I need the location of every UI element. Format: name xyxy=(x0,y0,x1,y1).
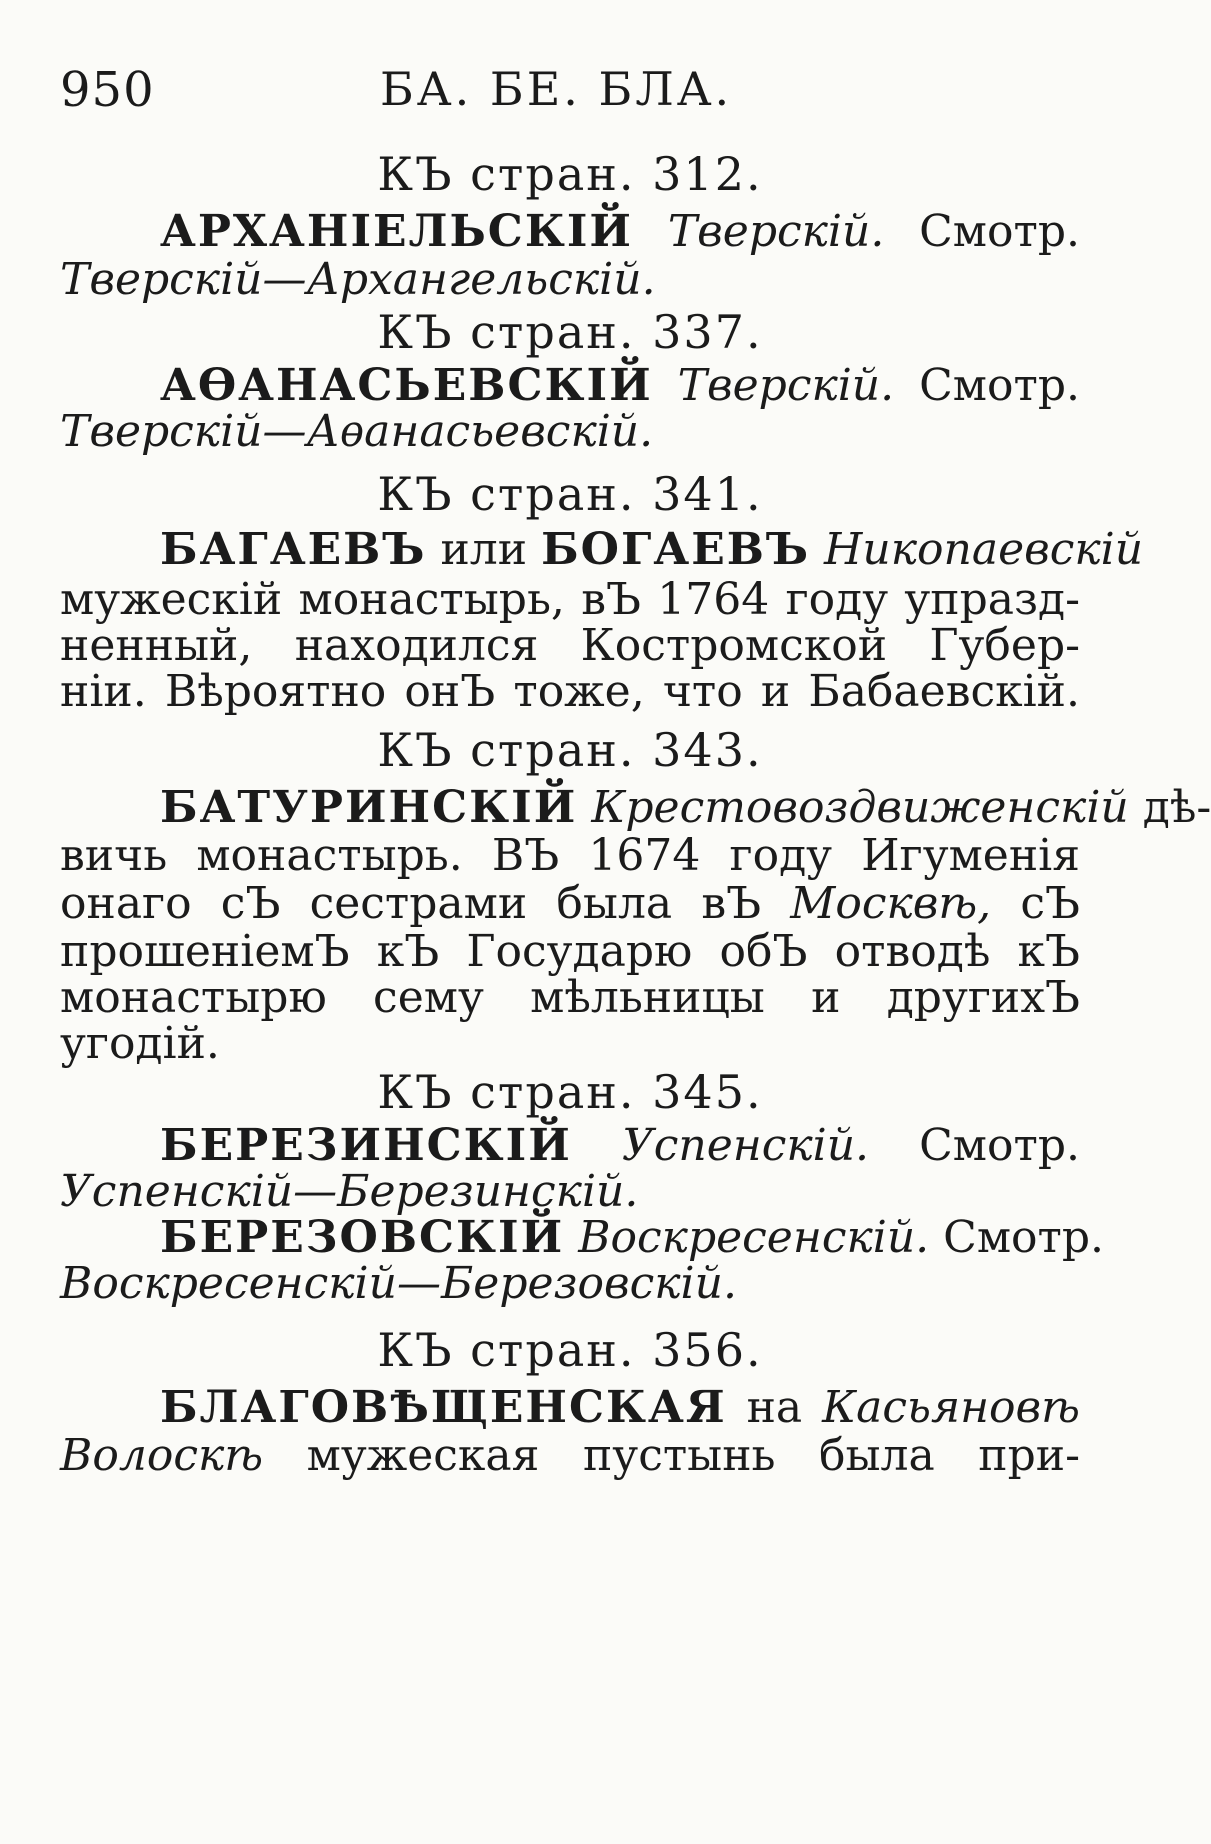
entry-headword: БАГАЕВЪ xyxy=(160,524,427,575)
entry-headword: АРХАНІЕЛЬСКІЙ xyxy=(160,206,634,257)
entry-text: дѣ- xyxy=(1142,782,1211,833)
cross-reference: Воскресенскій—Березовскій. xyxy=(60,1258,737,1309)
entry-italic-term: Крестовоздвиженскій xyxy=(591,782,1129,833)
entry-line xyxy=(60,1382,1080,1434)
entry-italic-term: Воскресенскій. xyxy=(578,1212,930,1263)
entry-line xyxy=(60,1120,1080,1172)
section-reference: КЪ стран. 356. xyxy=(377,1323,763,1377)
entry-conjunction: или xyxy=(440,524,528,575)
entry-line: мужескій монастырь, вЪ 1764 году упразд- xyxy=(60,574,1080,625)
page-number: 950 xyxy=(60,62,155,118)
entry-headword: БАТУРИНСКІЙ xyxy=(160,782,578,833)
see-reference: Смотр. xyxy=(943,1212,1105,1263)
entry-text: мужеская пустынь была при- xyxy=(306,1430,1080,1481)
entry-line xyxy=(60,1166,1080,1218)
entry-italic-term: Волоскѣ xyxy=(60,1430,264,1481)
entry-line xyxy=(60,360,1080,412)
entry-line: вичь монастырь. ВЪ 1674 году Игуменія xyxy=(60,830,1080,881)
section-reference: КЪ стран. 341. xyxy=(377,467,763,521)
entry-headword: БЛАГОВѢЩЕНСКАЯ xyxy=(160,1382,727,1433)
entry-line xyxy=(60,782,1211,834)
entry-text: сЪ xyxy=(1020,878,1080,929)
entry-line: монастырю сему мѣльницы и другихЪ xyxy=(60,972,1080,1023)
entry-line: ніи. Вѣроятно онЪ тоже, что и Бабаевскій. xyxy=(60,666,1080,717)
entry-line xyxy=(60,1430,1080,1482)
entry-italic-term: Никопаевскій xyxy=(824,524,1144,575)
entry-line xyxy=(60,524,1144,576)
entry-line: прошеніемЪ кЪ Государю обЪ отводѣ кЪ xyxy=(60,926,1080,977)
entry-line xyxy=(60,878,1080,930)
entry-headword-alt: БОГАЕВЪ xyxy=(541,524,811,575)
entry-line xyxy=(60,254,1080,306)
entry-conjunction: на xyxy=(746,1382,803,1433)
entry-italic-term: Касьяновѣ xyxy=(822,1382,1080,1433)
entry-line xyxy=(60,1258,1080,1310)
entry-line: ненный, находился Костромской Губер- xyxy=(60,620,1080,671)
cross-reference: Тверскій—Аѳанасьевскій. xyxy=(60,406,654,457)
entry-headword: БЕРЕЗОВСКІЙ xyxy=(160,1212,565,1263)
entry-line xyxy=(60,206,1080,258)
entry-italic-term: Тверскій. xyxy=(677,360,895,411)
section-reference: КЪ стран. 345. xyxy=(377,1065,763,1119)
see-reference: Смотр. xyxy=(919,1120,1080,1171)
cross-reference: Успенскій—Березинскій. xyxy=(60,1166,639,1217)
entry-italic-term: Успенскій. xyxy=(621,1120,870,1171)
running-head: БА. БЕ. БЛА. xyxy=(380,62,733,116)
section-reference: КЪ стран. 337. xyxy=(377,305,763,359)
entry-text: онаго сЪ сестрами была вЪ xyxy=(60,878,762,929)
section-reference: КЪ стран. 312. xyxy=(377,147,763,201)
entry-line xyxy=(60,406,1080,458)
section-reference: КЪ стран. 343. xyxy=(377,723,763,777)
entry-italic-term: Москвѣ, xyxy=(790,878,992,929)
cross-reference: Тверскій—Архангельскій. xyxy=(60,254,656,305)
page-header xyxy=(60,62,1070,122)
entry-headword: БЕРЕЗИНСКІЙ xyxy=(160,1120,572,1171)
entry-line: угодій. xyxy=(60,1018,220,1069)
entry-line xyxy=(60,1212,1105,1264)
see-reference: Смотр. xyxy=(919,206,1080,257)
see-reference: Смотр. xyxy=(919,360,1080,411)
entry-italic-term: Тверскій. xyxy=(667,206,885,257)
entry-headword: АѲАНАСЬЕВСКІЙ xyxy=(160,360,653,411)
